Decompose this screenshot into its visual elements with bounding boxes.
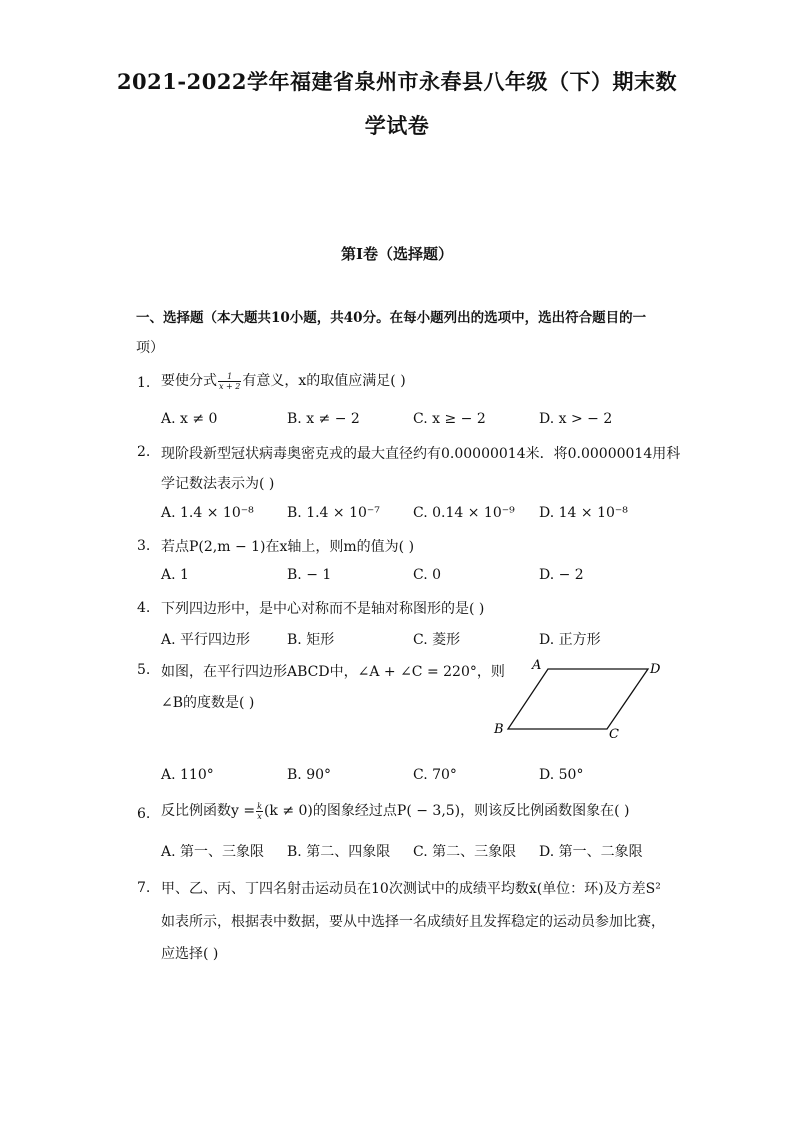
question-4-option-c[interactable]: C. 菱形 <box>413 632 461 648</box>
question-2-number: 2. <box>137 444 151 460</box>
question-6-text <box>161 800 630 821</box>
question-3-option-a[interactable]: A. 1 <box>161 567 189 583</box>
question-6-number: 6. <box>137 806 151 822</box>
question-5-option-d[interactable]: D. 50° <box>539 767 584 783</box>
question-7-line-2: 如表所示，根据表中数据，要从中选择一名成绩好且发挥稳定的运动员参加比赛， <box>161 914 665 930</box>
question-1-number: 1. <box>137 375 151 391</box>
question-2-option-c[interactable]: C. 0.14 × 10⁻⁹ <box>413 505 515 521</box>
question-3-text: 若点P(2,m − 1)在x轴上，则m的值为( ) <box>161 539 415 555</box>
question-5-line-1: 如图，在平行四边形ABCD中，∠A + ∠C = 220°，则 <box>161 664 505 680</box>
parallelogram-figure <box>488 655 668 745</box>
title-line-2: 学试卷 <box>364 113 430 138</box>
question-3-option-c[interactable]: C. 0 <box>413 567 442 583</box>
question-2-line-2: 学记数法表示为( ) <box>161 476 275 492</box>
vertex-label-c: C <box>609 727 619 742</box>
question-7-line-3: 应选择( ) <box>161 946 219 962</box>
question-4-option-d[interactable]: D. 正方形 <box>539 632 601 648</box>
question-7-line-1: 甲、乙、丙、丁四名射击运动员在10次测试中的成绩平均数x̄(单位：环)及方差S² <box>161 881 661 897</box>
question-6-pre: 反比例函数y = <box>161 803 256 819</box>
question-5-line-2: ∠B的度数是( ) <box>161 695 255 711</box>
question-4-number: 4. <box>137 600 151 616</box>
vertex-label-d: D <box>650 662 661 677</box>
question-1-option-a[interactable]: A. x ≠ 0 <box>161 411 218 427</box>
question-6-frac-den: x <box>257 811 262 821</box>
question-2-option-d[interactable]: D. 14 × 10⁻⁸ <box>539 505 628 521</box>
vertex-label-b: B <box>494 722 504 737</box>
question-3-option-d[interactable]: D. − 2 <box>539 567 584 583</box>
question-1-text <box>161 370 406 391</box>
question-1-frac-num: 1 <box>218 372 241 382</box>
question-1-option-d[interactable]: D. x > − 2 <box>539 411 613 427</box>
question-1-post: 有意义，x的取值应满足( ) <box>242 373 406 389</box>
question-6-option-a[interactable]: A. 第一、三象限 <box>161 844 265 860</box>
question-6-fraction <box>256 802 263 821</box>
question-2-line-1: 现阶段新型冠状病毒奥密克戎的最大直径约有0.00000014米．将0.00000014用科 <box>161 446 681 462</box>
question-3-option-b[interactable]: B. − 1 <box>287 567 332 583</box>
question-3-number: 3. <box>137 538 151 554</box>
question-6-option-c[interactable]: C. 第二、三象限 <box>413 844 517 860</box>
question-5-option-c[interactable]: C. 70° <box>413 767 457 783</box>
question-6-frac-num: k <box>257 801 262 811</box>
question-1-option-b[interactable]: B. x ≠ − 2 <box>287 411 360 427</box>
question-1-pre: 要使分式 <box>161 373 217 389</box>
question-2-option-a[interactable]: A. 1.4 × 10⁻⁸ <box>161 505 254 521</box>
question-5-option-a[interactable]: A. 110° <box>161 767 214 783</box>
question-6-option-b[interactable]: B. 第二、四象限 <box>287 844 391 860</box>
instructions-line-1: 一、选择题（本大题共10小题，共40分。在每小题列出的选项中，选出符合题目的一 <box>136 310 647 326</box>
question-1-option-c[interactable]: C. x ≥ − 2 <box>413 411 486 427</box>
section-heading: 第I卷（选择题） <box>340 245 454 263</box>
question-1-fraction <box>218 372 241 391</box>
question-6-post: (k ≠ 0)的图象经过点P( − 3,5)，则该反比例函数图象在( ) <box>263 803 630 819</box>
question-1-frac-den: x + 2 <box>219 381 241 391</box>
question-4-option-a[interactable]: A. 平行四边形 <box>161 632 251 648</box>
question-4-text: 下列四边形中，是中心对称而不是轴对称图形的是( ) <box>161 601 485 617</box>
question-4-option-b[interactable]: B. 矩形 <box>287 632 335 648</box>
vertex-label-a: A <box>532 658 542 673</box>
question-5-option-b[interactable]: B. 90° <box>287 767 332 783</box>
title-line-1: 2021-2022学年福建省泉州市永春县八年级（下）期末数 <box>116 69 678 94</box>
question-2-option-b[interactable]: B. 1.4 × 10⁻⁷ <box>287 505 380 521</box>
question-5-number: 5. <box>137 662 151 678</box>
instructions-line-2: 项） <box>136 340 164 356</box>
question-6-option-d[interactable]: D. 第一、二象限 <box>539 844 643 860</box>
question-7-number: 7. <box>137 880 151 896</box>
parallelogram-shape <box>508 669 648 729</box>
